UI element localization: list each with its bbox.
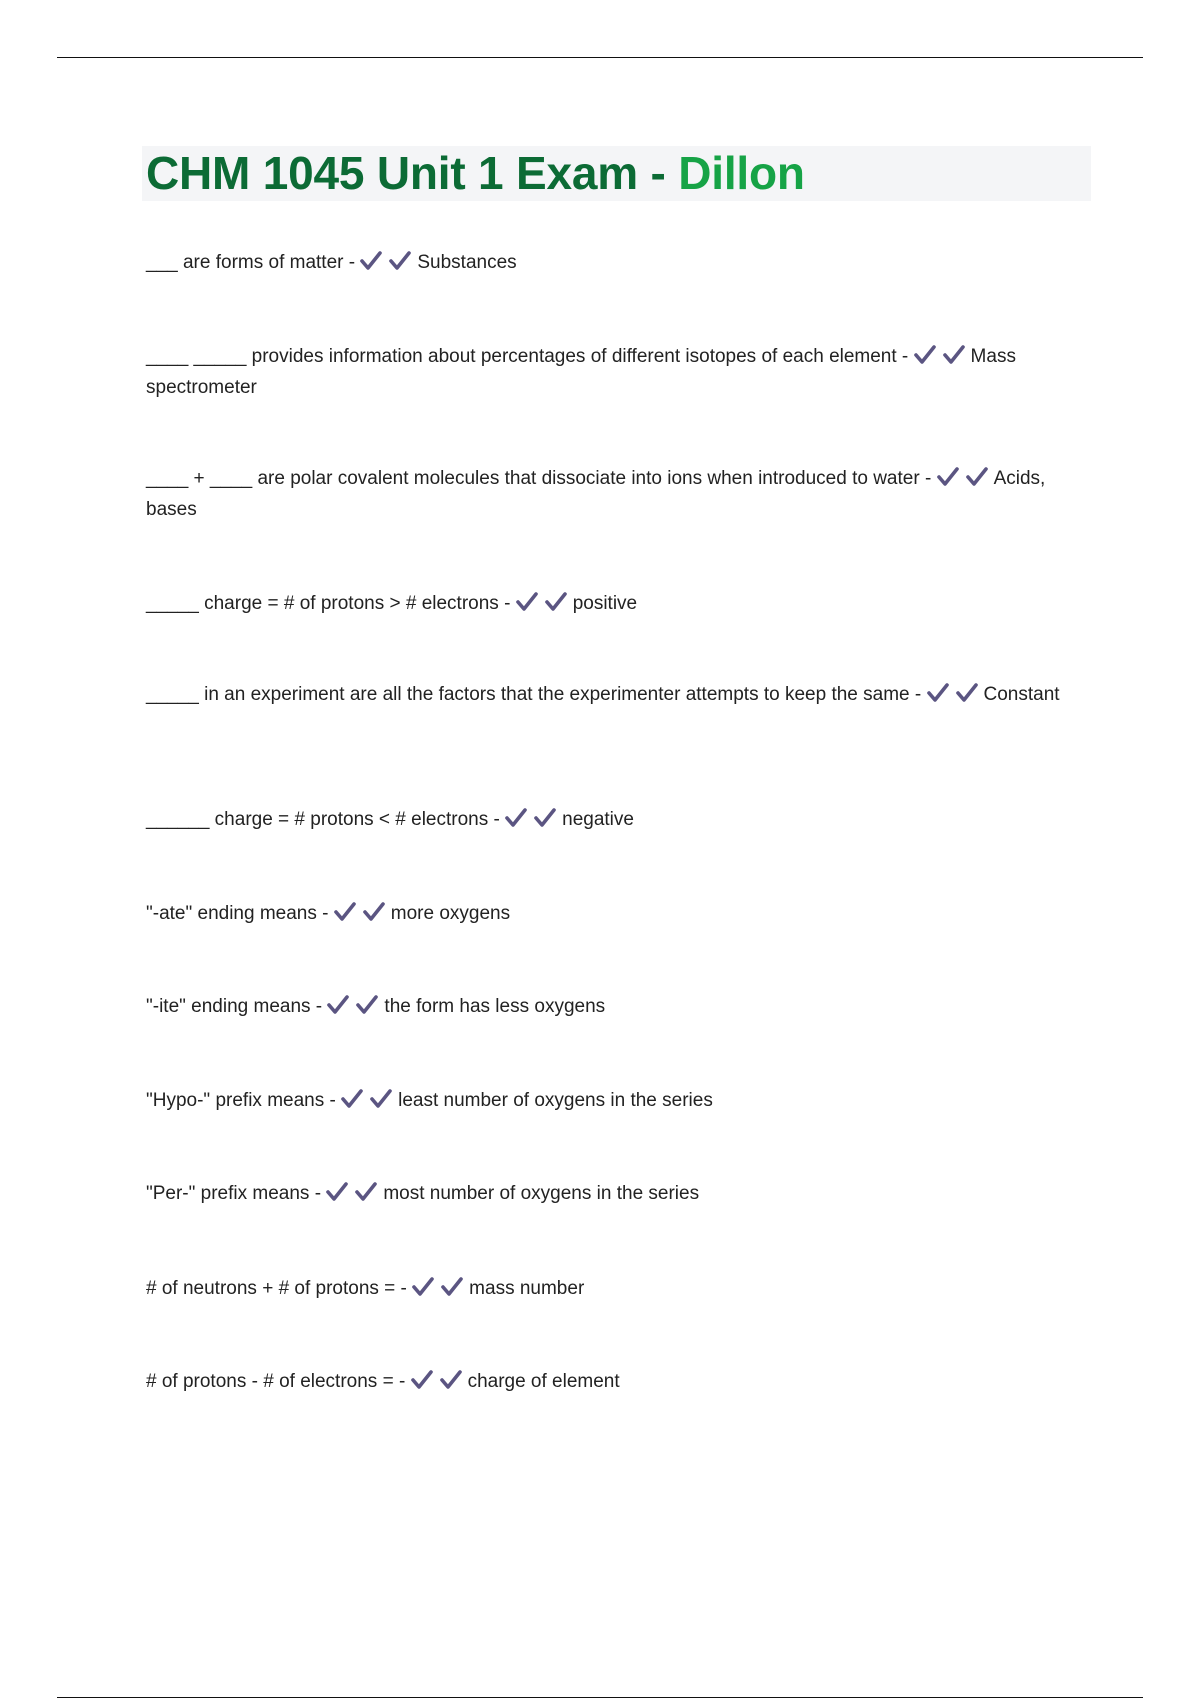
question-text: _____ charge = # of protons > # electrons - [146,593,511,614]
checkmark-icon [943,344,965,366]
checkmark-icon [355,1181,377,1203]
title-main: CHM 1045 Unit 1 Exam - [146,147,679,199]
answer-text: positive [572,593,638,614]
checkmark-icon [341,1088,363,1110]
qa-item [146,247,1086,278]
checkmark-icon [505,807,527,829]
qa-item [146,1273,1086,1304]
checkmark-icon [440,1369,462,1391]
page-title [146,143,805,203]
question-text: "-ate" ending means - [146,903,329,924]
checkmark-icon [545,591,567,613]
checkmark-icon [534,807,556,829]
checkmark-icon [327,994,349,1016]
qa-item [146,1085,1086,1116]
answer-text: mass number [469,1278,585,1299]
question-text: ______ charge = # protons < # electrons - [146,809,500,830]
checkmark-icon [411,1369,433,1391]
title-author: Dillon [678,147,805,199]
qa-item [146,804,1086,835]
checkmark-icon [966,466,988,488]
qa-item [146,1366,1086,1397]
checkmark-icon [412,1276,434,1298]
checkmark-icon [937,466,959,488]
question-text: "Per-" prefix means - [146,1183,322,1204]
qa-item [146,1178,1086,1209]
answer-text: Substances [417,252,517,273]
question-text: ____ _____ provides information about percentages of different isotopes of each element - [146,346,909,367]
checkmark-icon [914,344,936,366]
question-text: ____ + ____ are polar covalent molecules that dissociate into ions when introduced to water - [146,468,932,489]
checkmark-icon [441,1276,463,1298]
bottom-rule [57,1697,1143,1698]
checkmark-icon [516,591,538,613]
answer-text: Mass spectrometer [146,346,1016,398]
answer-text: Constant [983,684,1060,705]
question-text: "Hypo-" prefix means - [146,1090,336,1111]
checkmark-icon [370,1088,392,1110]
checkmark-icon [927,682,949,704]
question-text: "-ite" ending means - [146,996,323,1017]
checkmark-icon [356,994,378,1016]
qa-item [146,588,1086,619]
question-text: _____ in an experiment are all the factors that the experimenter attempts to keep the same - [146,684,922,705]
qa-item [146,679,1086,710]
checkmark-icon [363,901,385,923]
qa-item [146,463,1086,525]
checkmark-icon [334,901,356,923]
answer-text: the form has less oxygens [384,996,606,1017]
question-text: ___ are forms of matter - [146,252,356,273]
answer-text: most number of oxygens in the series [383,1183,700,1204]
checkmark-icon [389,250,411,272]
question-text: # of neutrons + # of protons = - [146,1278,407,1299]
qa-item [146,991,1086,1022]
answer-text: Acids, bases [146,468,1046,520]
top-rule [57,57,1143,58]
question-text: # of protons - # of electrons = - [146,1371,406,1392]
checkmark-icon [956,682,978,704]
qa-item [146,898,1086,929]
answer-text: negative [562,809,634,830]
checkmark-icon [326,1181,348,1203]
answer-text: least number of oxygens in the series [398,1090,713,1111]
answer-text: more oxygens [390,903,511,924]
answer-text: charge of element [467,1371,620,1392]
checkmark-icon [360,250,382,272]
qa-item [146,341,1086,403]
